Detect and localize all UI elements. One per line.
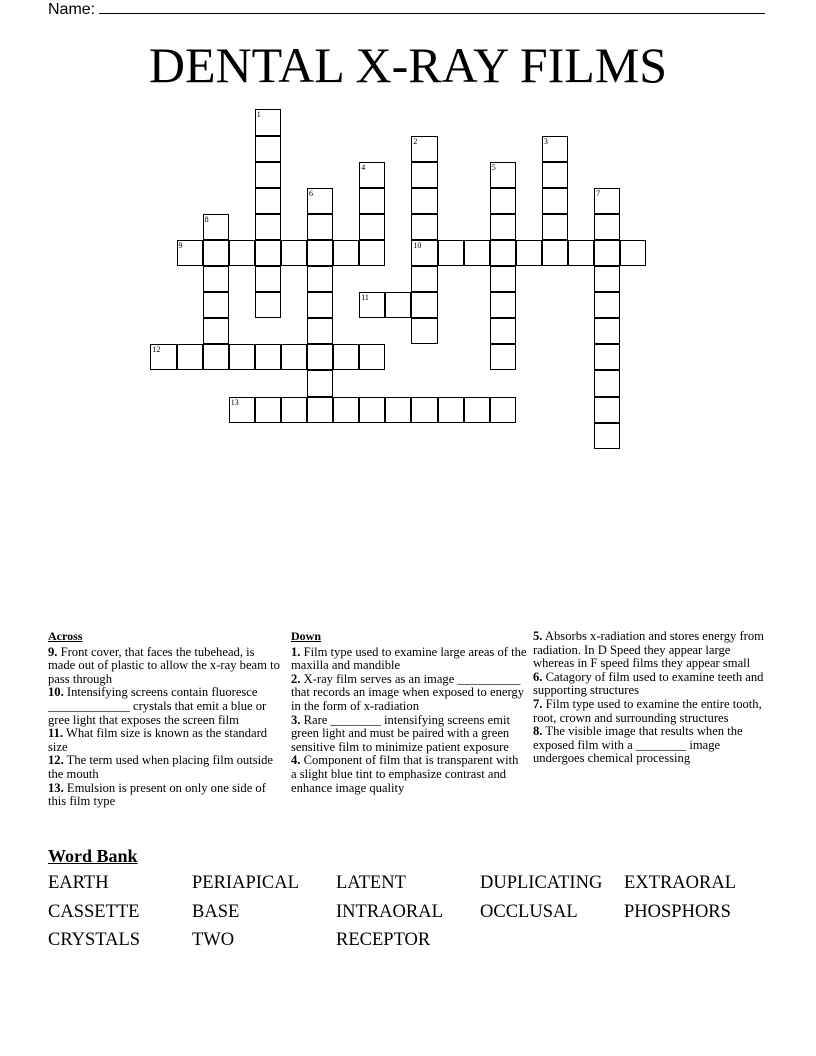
name-label: Name:: [48, 1, 96, 18]
crossword-cell[interactable]: [620, 240, 646, 266]
crossword-cell[interactable]: [594, 370, 620, 396]
crossword-cell[interactable]: [411, 162, 437, 188]
word-bank-item: PERIAPICAL: [192, 873, 299, 893]
word-bank-item: PHOSPHORS: [624, 901, 731, 922]
crossword-cell[interactable]: [385, 292, 411, 318]
clue-item: [48, 782, 284, 809]
crossword-cell[interactable]: [542, 136, 568, 162]
clue-number: 4.: [291, 753, 301, 768]
clue-number: 4: [361, 162, 366, 172]
crossword-cell[interactable]: [255, 344, 281, 370]
crossword-cell[interactable]: [594, 397, 620, 423]
clue-number: 10: [413, 240, 422, 250]
word-bank-item: RECEPTOR: [336, 930, 431, 950]
clue-text: The visible image that results when the exposed film with a ________ image undergoes chemical processing: [533, 724, 743, 766]
crossword-cell[interactable]: [359, 240, 385, 266]
clue-item: [291, 714, 527, 755]
crossword-cell[interactable]: [255, 136, 281, 162]
word-bank-item: CRYSTALS: [48, 930, 141, 950]
crossword-cell[interactable]: [229, 240, 255, 266]
crossword-cell[interactable]: [307, 344, 333, 370]
crossword-cell[interactable]: [203, 292, 229, 318]
crossword-cell[interactable]: [281, 344, 307, 370]
crossword-cell[interactable]: [229, 397, 255, 423]
crossword-cell[interactable]: [203, 240, 229, 266]
clue-text: Catagory of film used to examine teeth and supporting structures: [533, 669, 764, 698]
crossword-cell[interactable]: [464, 397, 490, 423]
clue-number: 1: [256, 110, 261, 120]
clue-item: [291, 673, 527, 714]
crossword-cell[interactable]: [203, 214, 229, 240]
crossword-cell[interactable]: [281, 240, 307, 266]
crossword-cell[interactable]: [542, 188, 568, 214]
clue-number: 13: [230, 397, 239, 407]
word-bank-item: TWO: [192, 930, 235, 950]
crossword-cell[interactable]: [359, 214, 385, 240]
clue-number: 12.: [48, 753, 64, 768]
crossword-cell[interactable]: [464, 240, 490, 266]
crossword-cell[interactable]: [333, 344, 359, 370]
clue-item: [291, 646, 527, 673]
clue-number: 5: [491, 162, 496, 172]
clue-number: 7.: [533, 696, 543, 711]
across-heading: Across: [48, 629, 83, 643]
clue-item: [291, 754, 527, 795]
crossword-cell[interactable]: [255, 397, 281, 423]
crossword-cell[interactable]: [359, 397, 385, 423]
down-heading: Down: [291, 629, 322, 643]
clue-number: 12: [152, 345, 161, 355]
crossword-cell[interactable]: [490, 214, 516, 240]
word-bank-item: EARTH: [48, 873, 109, 893]
clue-text: What film size is known as the standard size: [48, 726, 268, 754]
page-title: DENTAL X-RAY FILMS: [148, 37, 668, 93]
crossword-cell[interactable]: [438, 397, 464, 423]
crossword-cell[interactable]: [542, 240, 568, 266]
word-bank-item: LATENT: [336, 873, 406, 893]
clue-item: [533, 630, 769, 671]
crossword-cell[interactable]: [359, 344, 385, 370]
clue-text: Film type used to examine the entire tooth, root, crown and surrounding structures: [533, 696, 762, 725]
clue-text: Absorbs x-radiation and stores energy from radiation. In D Speed they appear large whereas in F speed films they appear small: [533, 629, 764, 671]
clue-text: X-ray film serves as an image __________ that records an image when exposed to energy in the form of x-radiation: [291, 671, 525, 713]
crossword-cell[interactable]: [255, 162, 281, 188]
crossword-cell[interactable]: [594, 423, 620, 449]
crossword-cell[interactable]: [490, 318, 516, 344]
crossword-cell[interactable]: [177, 344, 203, 370]
down-clues-continued: [533, 630, 769, 766]
crossword-cell[interactable]: [255, 109, 281, 135]
clue-number: 13.: [48, 780, 64, 795]
word-bank-item: BASE: [192, 901, 240, 922]
crossword-cell[interactable]: [490, 292, 516, 318]
crossword-cell[interactable]: [203, 344, 229, 370]
clue-number: 9: [178, 240, 183, 250]
down-clues: [291, 630, 527, 795]
clue-number: 6.: [533, 669, 543, 684]
name-line[interactable]: [99, 0, 765, 14]
crossword-cell[interactable]: [333, 240, 359, 266]
crossword-cell[interactable]: [490, 266, 516, 292]
crossword-cell[interactable]: [411, 318, 437, 344]
crossword-cell[interactable]: [307, 318, 333, 344]
crossword-cell[interactable]: [307, 397, 333, 423]
crossword-cell[interactable]: [255, 266, 281, 292]
crossword-cell[interactable]: [333, 397, 359, 423]
clue-number: 8: [204, 214, 209, 224]
crossword-cell[interactable]: [490, 188, 516, 214]
clue-text: Front cover, that faces the tubehead, is made out of plastic to allow the x-ray beam to pass through: [48, 644, 280, 686]
word-bank-item: CASSETTE: [48, 901, 140, 922]
clue-item: [533, 671, 769, 698]
word-bank-item: EXTRAORAL: [624, 873, 737, 893]
clue-text: The term used when placing film outside the mouth: [48, 753, 274, 781]
clue-number: 2: [413, 136, 418, 146]
clue-number: 2.: [291, 671, 301, 686]
crossword-cell[interactable]: [177, 240, 203, 266]
crossword-cell[interactable]: [594, 214, 620, 240]
clue-number: 7: [596, 188, 601, 198]
word-bank-heading: Word Bank: [48, 846, 138, 866]
clue-text: Film type used to examine large areas of the maxilla and mandible: [291, 644, 527, 673]
crossword-cell[interactable]: [203, 318, 229, 344]
clue-number: 10.: [48, 685, 64, 700]
clue-number: 8.: [533, 724, 543, 739]
crossword-cell[interactable]: [307, 266, 333, 292]
across-clues: [48, 630, 284, 809]
crossword-cell[interactable]: [307, 188, 333, 214]
crossword-cell[interactable]: [594, 318, 620, 344]
crossword-cell[interactable]: [255, 188, 281, 214]
crossword-cell[interactable]: [255, 240, 281, 266]
crossword-cell[interactable]: [359, 292, 385, 318]
crossword-cell[interactable]: [229, 344, 255, 370]
clue-text: Intensifying screens contain fluoresce _____________ crystals that emit a blue or gree light that exposes the screen film: [48, 685, 267, 727]
clue-item: [48, 727, 284, 754]
clue-number: 5.: [533, 629, 543, 643]
crossword-cell[interactable]: [594, 188, 620, 214]
clue-number: 1.: [291, 644, 301, 659]
clue-item: [48, 754, 284, 781]
clue-number: 3: [543, 136, 548, 146]
clue-item: [533, 698, 769, 725]
clue-number: 11: [361, 293, 369, 303]
word-bank-item: OCCLUSAL: [480, 901, 578, 922]
crossword-cell[interactable]: [307, 240, 333, 266]
word-bank-item: INTRAORAL: [336, 901, 443, 922]
crossword-cell[interactable]: [359, 188, 385, 214]
crossword-cell[interactable]: [411, 240, 437, 266]
clue-number: 9.: [48, 644, 58, 659]
crossword-cell[interactable]: [594, 266, 620, 292]
crossword-cell[interactable]: [542, 214, 568, 240]
crossword-cell[interactable]: [411, 266, 437, 292]
crossword-cell[interactable]: [385, 397, 411, 423]
crossword-cell[interactable]: [281, 397, 307, 423]
crossword-cell[interactable]: [594, 292, 620, 318]
clue-item: [533, 725, 769, 766]
crossword-cell[interactable]: [542, 162, 568, 188]
crossword-cell[interactable]: [307, 292, 333, 318]
crossword-cell[interactable]: [411, 214, 437, 240]
crossword-cell[interactable]: [150, 344, 176, 370]
crossword-cell[interactable]: [490, 162, 516, 188]
crossword-cell[interactable]: [490, 344, 516, 370]
crossword-cell[interactable]: [411, 292, 437, 318]
clue-number: 6: [309, 188, 313, 198]
crossword-cell[interactable]: [203, 266, 229, 292]
clue-item: [48, 686, 284, 727]
crossword-cell[interactable]: [307, 370, 333, 396]
crossword-cell[interactable]: [255, 214, 281, 240]
name-field[interactable]: [48, 0, 765, 19]
crossword-cell[interactable]: [516, 240, 542, 266]
crossword-cell[interactable]: [411, 136, 437, 162]
clue-text: Emulsion is present on only one side of this film type: [48, 780, 266, 809]
crossword-cell[interactable]: [568, 240, 594, 266]
crossword-cell[interactable]: [490, 397, 516, 423]
clue-number: 3.: [291, 712, 301, 727]
clue-item: [48, 646, 284, 687]
crossword-cell[interactable]: [411, 397, 437, 423]
crossword-cell[interactable]: [594, 344, 620, 370]
crossword-cell[interactable]: [359, 162, 385, 188]
clue-number: 11.: [48, 726, 64, 741]
crossword-cell[interactable]: [490, 240, 516, 266]
clue-text: Rare ________ intensifying screens emit green light and must be paired with a green sensitive film to minimize patient exposure: [291, 712, 510, 754]
word-bank-item: DUPLICATING: [480, 873, 603, 893]
clue-text: Component of film that is transparent with a slight blue tint to emphasize contrast and enhance image quality: [291, 753, 519, 795]
crossword-cell[interactable]: [307, 214, 333, 240]
crossword-cell[interactable]: [255, 292, 281, 318]
crossword-cell[interactable]: [438, 240, 464, 266]
crossword-cell[interactable]: [594, 240, 620, 266]
crossword-cell[interactable]: [411, 188, 437, 214]
